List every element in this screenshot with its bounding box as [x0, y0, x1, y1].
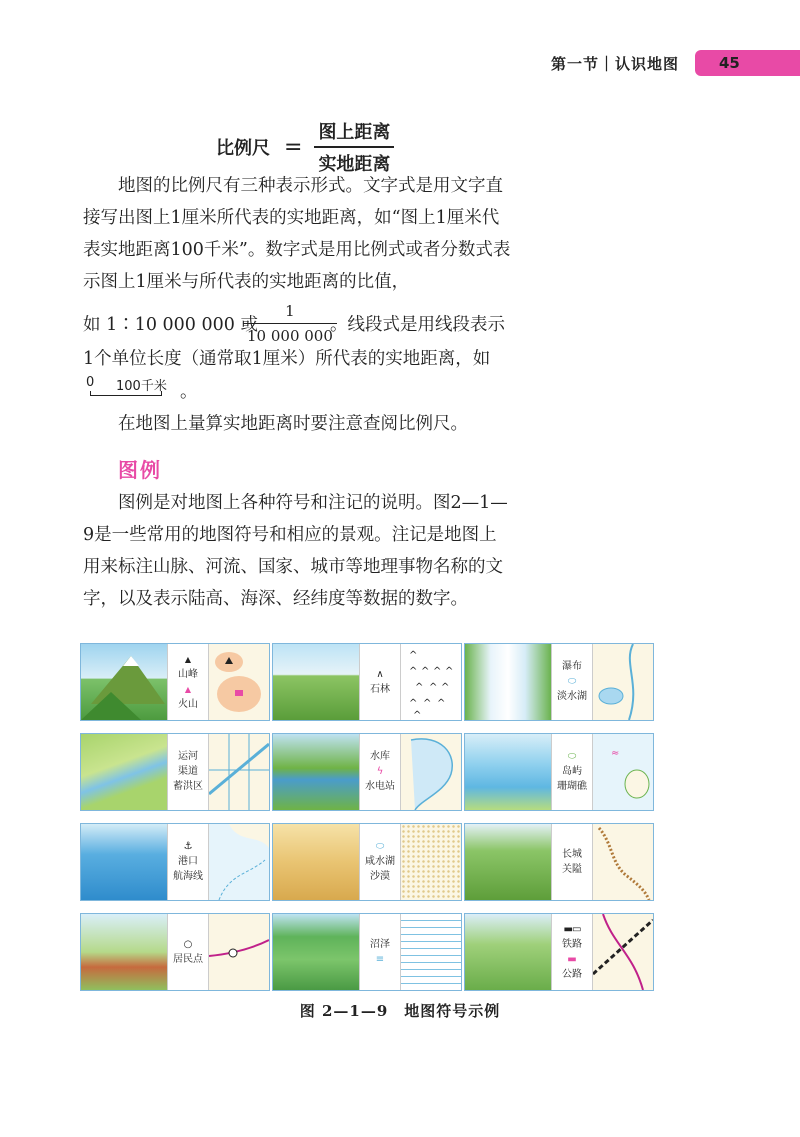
- page-number: 45: [719, 54, 740, 72]
- formula-numerator: 图上距离: [314, 118, 394, 148]
- tile-labels: [167, 914, 209, 990]
- formula-lhs: 比例尺: [216, 138, 270, 159]
- scene-image: [81, 914, 167, 990]
- tile-label: 公路: [562, 968, 582, 980]
- svg-text:^: ^: [433, 666, 442, 677]
- tile-labels: [551, 734, 593, 810]
- tile-label: 铁路: [562, 938, 582, 950]
- tile-labels: [551, 824, 593, 900]
- formula-equals: =: [284, 134, 303, 160]
- volcano-symbol-icon: ▲: [184, 684, 192, 694]
- legend-tile-waterfall: [464, 643, 654, 721]
- figure-caption: 图 2—1—9 地图符号示例: [299, 1002, 501, 1020]
- tile-label: 居民点: [173, 953, 203, 965]
- line-scale-bar: [86, 375, 182, 393]
- map-symbol-panel: [401, 824, 461, 900]
- legend-tile-stone-forest: [272, 643, 462, 721]
- ratio-fraction-denominator: 10 000 000: [243, 323, 337, 345]
- scale-zero-label: 0: [86, 375, 95, 390]
- note-line: 在地图上量算实地距离时要注意查阅比例尺。: [118, 414, 468, 434]
- map-symbol-panel: [209, 824, 269, 900]
- svg-text:^: ^: [437, 698, 446, 709]
- tile-label: 瀑布: [562, 661, 582, 672]
- svg-text:^: ^: [413, 710, 422, 720]
- map-symbol-panel: [401, 644, 461, 720]
- legend-tile-railway: [464, 913, 654, 991]
- tile-label: 淡水湖: [557, 691, 587, 702]
- svg-text:^: ^: [415, 682, 424, 693]
- section-heading: 第一节｜认识地图: [550, 54, 679, 73]
- tile-label: 珊瑚礁: [557, 781, 587, 792]
- scene-image: [465, 644, 551, 720]
- legend-paragraph: 图例是对地图上各种符号和注记的说明。图2—1—9是一些常用的地图符号和相应的景观。注记是地图上用来标注山脉、河流、国家、城市等地理事物名称的文字，以及表示陆高、海深、经纬度等数据的数字。: [83, 493, 508, 609]
- legend-tile-reservoir: [272, 733, 462, 811]
- tile-labels: [167, 644, 209, 720]
- map-symbol-panel: [401, 734, 461, 810]
- scene-image: [81, 734, 167, 810]
- svg-text:^: ^: [421, 666, 430, 677]
- tile-label: 关隘: [562, 863, 582, 875]
- svg-text:≈: ≈: [611, 748, 620, 759]
- scene-image: [81, 644, 167, 720]
- tile-labels: [167, 824, 209, 900]
- scene-image: [465, 824, 551, 900]
- svg-text:^: ^: [409, 650, 418, 661]
- peak-triangle-icon: ▲: [184, 654, 192, 664]
- scene-image: [273, 734, 359, 810]
- scale-bar-line: [90, 391, 162, 396]
- lake-icon: ⬭: [567, 676, 577, 687]
- map-symbol-panel: [209, 734, 269, 810]
- tile-label: 航海线: [173, 871, 203, 882]
- svg-text:^: ^: [445, 666, 454, 677]
- map-symbol-panel: [593, 644, 653, 720]
- ratio-text: 如 1∶10 000 000 或: [83, 315, 258, 335]
- scene-image: [273, 824, 359, 900]
- legend-tile-swamp: [272, 913, 462, 991]
- tile-labels: [551, 644, 593, 720]
- formula-denominator: 实地距离: [318, 154, 391, 175]
- map-symbol-panel: [209, 914, 269, 990]
- legend-tile-port: [80, 823, 270, 901]
- tile-label: 岛屿: [562, 766, 582, 777]
- tile-labels: [551, 914, 593, 990]
- hydropower-icon: ϟ: [376, 766, 384, 777]
- legend-tile-settlement: [80, 913, 270, 991]
- railway-icon: ▬▭: [563, 923, 581, 935]
- tile-label: 蓄洪区: [173, 781, 203, 792]
- map-symbol-panel: [209, 644, 269, 720]
- tile-labels: [359, 914, 401, 990]
- map-symbol-panel: [593, 824, 653, 900]
- legend-tile-island: [464, 733, 654, 811]
- svg-text:^: ^: [409, 666, 418, 677]
- tile-label: 石林: [370, 683, 390, 695]
- tile-label: 渠道: [178, 766, 198, 777]
- svg-text:^: ^: [409, 698, 418, 709]
- tile-label: 沼泽: [370, 938, 390, 950]
- scene-image: [273, 914, 359, 990]
- scene-image: [465, 914, 551, 990]
- svg-text:^: ^: [441, 682, 450, 693]
- unit-length-line: 1个单位长度（通常取1厘米）所代表的实地距离，如: [83, 349, 491, 369]
- tile-label: 水电站: [365, 781, 395, 792]
- tile-labels: [167, 734, 209, 810]
- map-symbol-panel: [401, 914, 461, 990]
- page-number-tab: [695, 50, 800, 76]
- tile-labels: [359, 734, 401, 810]
- legend-tile-great-wall: [464, 823, 654, 901]
- legend-tile-salt-lake: [272, 823, 462, 901]
- road-icon: ▬: [567, 953, 577, 965]
- tile-label: 沙漠: [370, 871, 390, 882]
- ratio-line: [83, 311, 258, 336]
- tile-label: 咸水湖: [365, 856, 395, 867]
- tile-label: 山峰: [178, 668, 198, 680]
- anchor-icon: ⚓: [183, 841, 193, 852]
- ratio-fraction-numerator: 1: [285, 302, 295, 320]
- scene-image: [273, 644, 359, 720]
- settlement-circle-icon: ○: [183, 938, 193, 950]
- line-scale-text: 。线段式是用线段表示: [330, 315, 505, 335]
- legend-tile-canal: [80, 733, 270, 811]
- legend-section-title: 图例: [118, 458, 162, 482]
- island-icon: ⬭: [567, 751, 577, 762]
- ratio-fraction: [243, 302, 337, 345]
- scale-forms-paragraph: 地图的比例尺有三种表示形式。文字式是用文字直接写出图上1厘米所代表的实地距离，如“图上1厘米代表实地距离100千米”。数字式是用比例式或者分数式表示图上1厘米与所代表的实地距离的比值，: [83, 176, 511, 292]
- svg-text:^: ^: [423, 698, 432, 709]
- tile-label: 水库: [370, 751, 390, 762]
- swamp-icon: ≡: [375, 953, 385, 965]
- svg-text:^: ^: [429, 682, 438, 693]
- stone-forest-icon: ∧: [376, 668, 384, 680]
- tile-label: 港口: [178, 856, 198, 867]
- formula-fraction: [314, 118, 394, 176]
- scale-formula: [216, 118, 394, 176]
- tile-label: 长城: [562, 848, 582, 860]
- scale-distance-label: 100千米: [116, 379, 167, 394]
- tile-label: 火山: [178, 698, 198, 710]
- salt-lake-icon: ⬭: [375, 841, 385, 852]
- page-header: [551, 50, 800, 76]
- tile-label: 运河: [178, 751, 198, 762]
- scene-image: [81, 824, 167, 900]
- tile-labels: [359, 644, 401, 720]
- tile-labels: [359, 824, 401, 900]
- scale-end-mark: 。: [180, 382, 198, 402]
- map-symbol-panel: [593, 734, 653, 810]
- legend-tile-mountain: [80, 643, 270, 721]
- scene-image: [465, 734, 551, 810]
- map-symbol-panel: [593, 914, 653, 990]
